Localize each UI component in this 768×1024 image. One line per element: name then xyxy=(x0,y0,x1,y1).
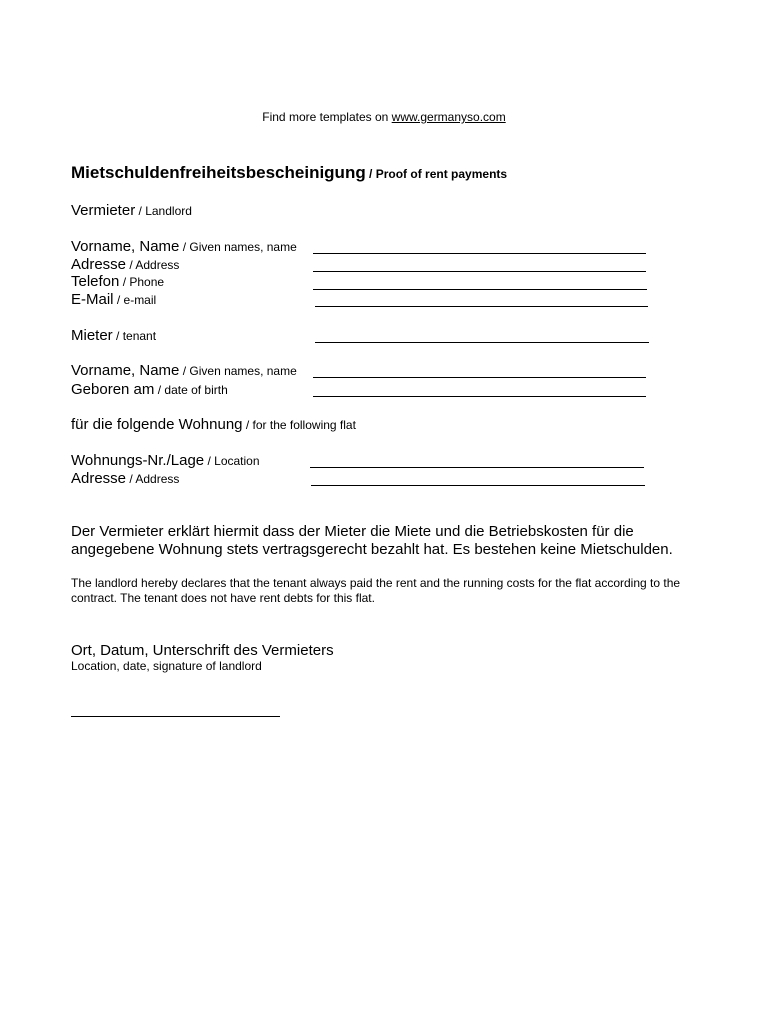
flat-location-label: Wohnungs-Nr./Lage / Location xyxy=(71,452,260,469)
signature-label-german: Ort, Datum, Unterschrift des Vermieters xyxy=(71,642,334,659)
flat-location-line[interactable] xyxy=(310,467,644,468)
tenant-heading: Mieter / tenant xyxy=(71,327,157,344)
flat-heading: für die folgende Wohnung / for the following flat xyxy=(71,416,356,433)
declaration-english: The landlord hereby declares that the tenant always paid the rent and the running costs for the flat according to the contract. The tenant does not have rent debts for this flat. xyxy=(71,576,681,605)
flat-address-label: Adresse / Address xyxy=(71,470,180,487)
landlord-phone-line[interactable] xyxy=(313,289,647,290)
tenant-birth-label: Geboren am / date of birth xyxy=(71,381,228,398)
tenant-birth-line[interactable] xyxy=(313,396,646,397)
tenant-line[interactable] xyxy=(315,342,649,343)
declaration-german: Der Vermieter erklärt hiermit dass der Mieter die Miete und die Betriebskosten für die angegebene Wohnung stets vertragsgerecht bezahlt hat. Es bestehen keine Mietschulden. xyxy=(71,523,673,558)
tenant-name-line[interactable] xyxy=(313,377,646,378)
landlord-address-line[interactable] xyxy=(313,271,646,272)
website-link[interactable]: www.germanyso.com xyxy=(391,110,506,124)
header-prefix: Find more templates on xyxy=(262,110,392,124)
landlord-heading: Vermieter / Landlord xyxy=(71,202,192,219)
signature-label-english: Location, date, signature of landlord xyxy=(71,659,262,673)
landlord-address-label: Adresse / Address xyxy=(71,256,180,273)
document-title xyxy=(71,163,507,183)
title-german: Mietschuldenfreiheitsbescheinigung xyxy=(71,163,366,182)
landlord-name-line[interactable] xyxy=(313,253,646,254)
landlord-email-label: E-Mail / e-mail xyxy=(71,291,157,308)
signature-line[interactable] xyxy=(71,716,280,717)
landlord-name-label: Vorname, Name / Given names, name xyxy=(71,238,297,255)
title-english: / Proof of rent payments xyxy=(365,167,508,181)
header-note xyxy=(0,110,768,124)
landlord-phone-label: Telefon / Phone xyxy=(71,273,165,290)
landlord-email-line[interactable] xyxy=(315,306,648,307)
flat-address-line[interactable] xyxy=(311,485,645,486)
tenant-name-label: Vorname, Name / Given names, name xyxy=(71,362,297,379)
